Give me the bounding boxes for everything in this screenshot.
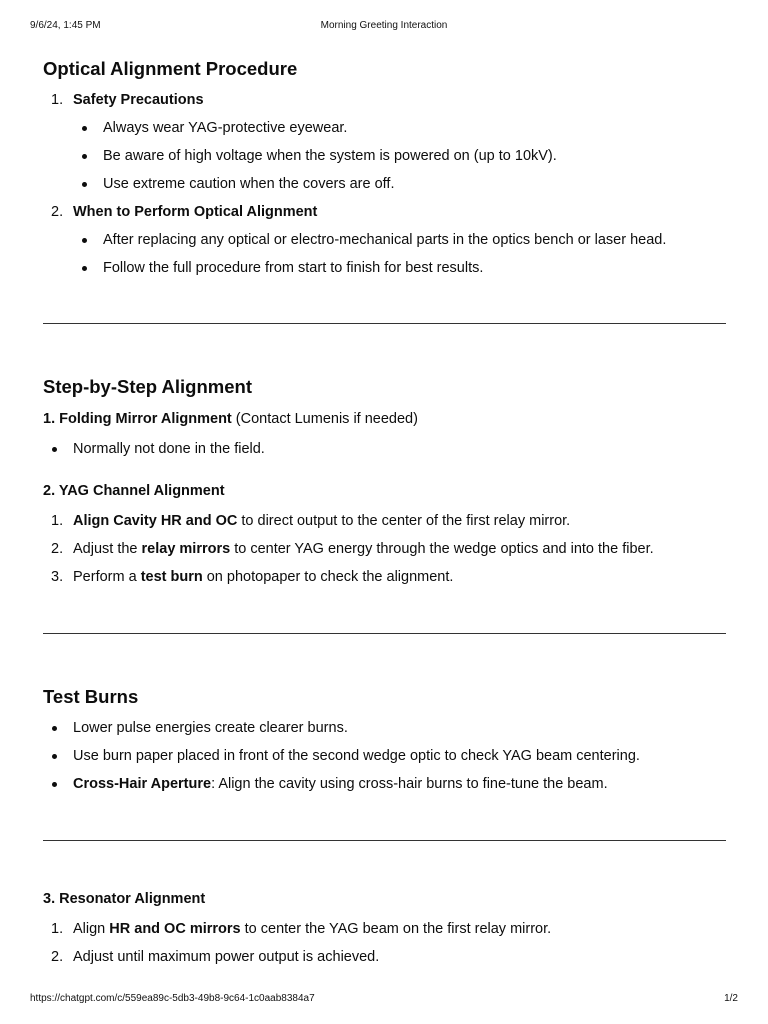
list-number: 2. bbox=[51, 949, 64, 965]
bullet-item bbox=[43, 439, 726, 459]
step-text: Adjust the bbox=[73, 541, 142, 557]
folding-mirror-bullets bbox=[43, 439, 726, 459]
chat-content bbox=[43, 56, 726, 967]
divider bbox=[43, 323, 726, 324]
print-footer bbox=[30, 993, 738, 1007]
safety-bullets bbox=[43, 118, 726, 194]
print-date: 9/6/24, 1:45 PM bbox=[30, 20, 101, 31]
list-item-safety bbox=[43, 90, 726, 194]
print-header bbox=[30, 20, 738, 34]
list-item-label: Safety Precautions bbox=[73, 92, 204, 108]
step-bold: HR and OC mirrors bbox=[109, 921, 241, 937]
subheading-bold: 1. Folding Mirror Alignment bbox=[43, 411, 232, 427]
bullet-text: Lower pulse energies create clearer burns. bbox=[73, 720, 348, 736]
list-item bbox=[43, 919, 726, 939]
list-item bbox=[43, 511, 726, 531]
resonator-steps bbox=[43, 919, 726, 967]
section-title-step-by-step: Step-by-Step Alignment bbox=[43, 376, 252, 397]
page-url[interactable]: https://chatgpt.com/c/559ea89c-5db3-49b8-9c64-1c0aab8384a7 bbox=[30, 993, 315, 1004]
step-text: on photopaper to check the alignment. bbox=[202, 569, 454, 585]
list-item bbox=[43, 947, 726, 967]
subheading-folding-mirror bbox=[43, 409, 726, 429]
bullet-text: Follow the full procedure from start to finish for best results. bbox=[103, 260, 484, 276]
bullet-item bbox=[73, 258, 726, 278]
bullet-text: Use extreme caution when the covers are off. bbox=[103, 176, 395, 192]
bullet-item bbox=[73, 146, 726, 166]
subheading-rest: (Contact Lumenis if needed) bbox=[231, 411, 418, 427]
bullet-item bbox=[43, 774, 726, 794]
test-burns-bullets bbox=[43, 718, 726, 794]
step-text: to center YAG energy through the wedge optics and into the fiber. bbox=[230, 541, 654, 557]
list-number: 1. bbox=[51, 513, 64, 529]
step-bold: Align Cavity HR and OC bbox=[73, 513, 238, 529]
subheading-resonator: 3. Resonator Alignment bbox=[43, 891, 206, 907]
bullet-item bbox=[43, 718, 726, 738]
section-title-optical-alignment: Optical Alignment Procedure bbox=[43, 58, 298, 79]
list-item-label: When to Perform Optical Alignment bbox=[73, 204, 318, 220]
section-title-test-burns: Test Burns bbox=[43, 686, 139, 707]
step-text: to direct output to the center of the first relay mirror. bbox=[237, 513, 571, 529]
step-bold: relay mirrors bbox=[141, 541, 231, 557]
bullet-item bbox=[73, 174, 726, 194]
list-number: 2. bbox=[51, 204, 64, 220]
list-item-when-to-perform bbox=[43, 202, 726, 278]
bullet-item bbox=[73, 118, 726, 138]
list-item bbox=[43, 567, 726, 587]
bullet-text: : Align the cavity using cross-hair burns to fine-tune the beam. bbox=[211, 776, 608, 792]
bullet-text: Normally not done in the field. bbox=[73, 441, 265, 457]
bullet-bold: Cross-Hair Aperture bbox=[73, 776, 212, 792]
list-number: 2. bbox=[51, 541, 64, 557]
bullet-item bbox=[43, 746, 726, 766]
page-number: 1/2 bbox=[724, 993, 738, 1004]
divider bbox=[43, 840, 726, 841]
list-number: 3. bbox=[51, 569, 64, 585]
step-text: Perform a bbox=[73, 569, 141, 585]
bullet-text: After replacing any optical or electro-mechanical parts in the optics bench or laser head. bbox=[103, 232, 667, 248]
step-text: Align bbox=[73, 921, 110, 937]
divider bbox=[43, 633, 726, 634]
list-number: 1. bbox=[51, 921, 64, 937]
list-item bbox=[43, 539, 726, 559]
print-title: Morning Greeting Interaction bbox=[320, 20, 448, 31]
optical-alignment-list bbox=[43, 90, 726, 278]
step-bold: test burn bbox=[140, 569, 203, 585]
bullet-text: Be aware of high voltage when the system is powered on (up to 10kV). bbox=[103, 148, 557, 164]
bullet-text: Always wear YAG-protective eyewear. bbox=[103, 120, 348, 136]
yag-channel-steps bbox=[43, 511, 726, 587]
bullet-text: Use burn paper placed in front of the second wedge optic to check YAG beam centering. bbox=[73, 748, 640, 764]
list-number: 1. bbox=[51, 92, 64, 108]
step-text: to center the YAG beam on the first relay mirror. bbox=[240, 921, 552, 937]
bullet-item bbox=[73, 230, 726, 250]
step-text: Adjust until maximum power output is achieved. bbox=[73, 949, 380, 965]
subheading-yag-channel: 2. YAG Channel Alignment bbox=[43, 483, 225, 499]
when-bullets bbox=[43, 230, 726, 278]
